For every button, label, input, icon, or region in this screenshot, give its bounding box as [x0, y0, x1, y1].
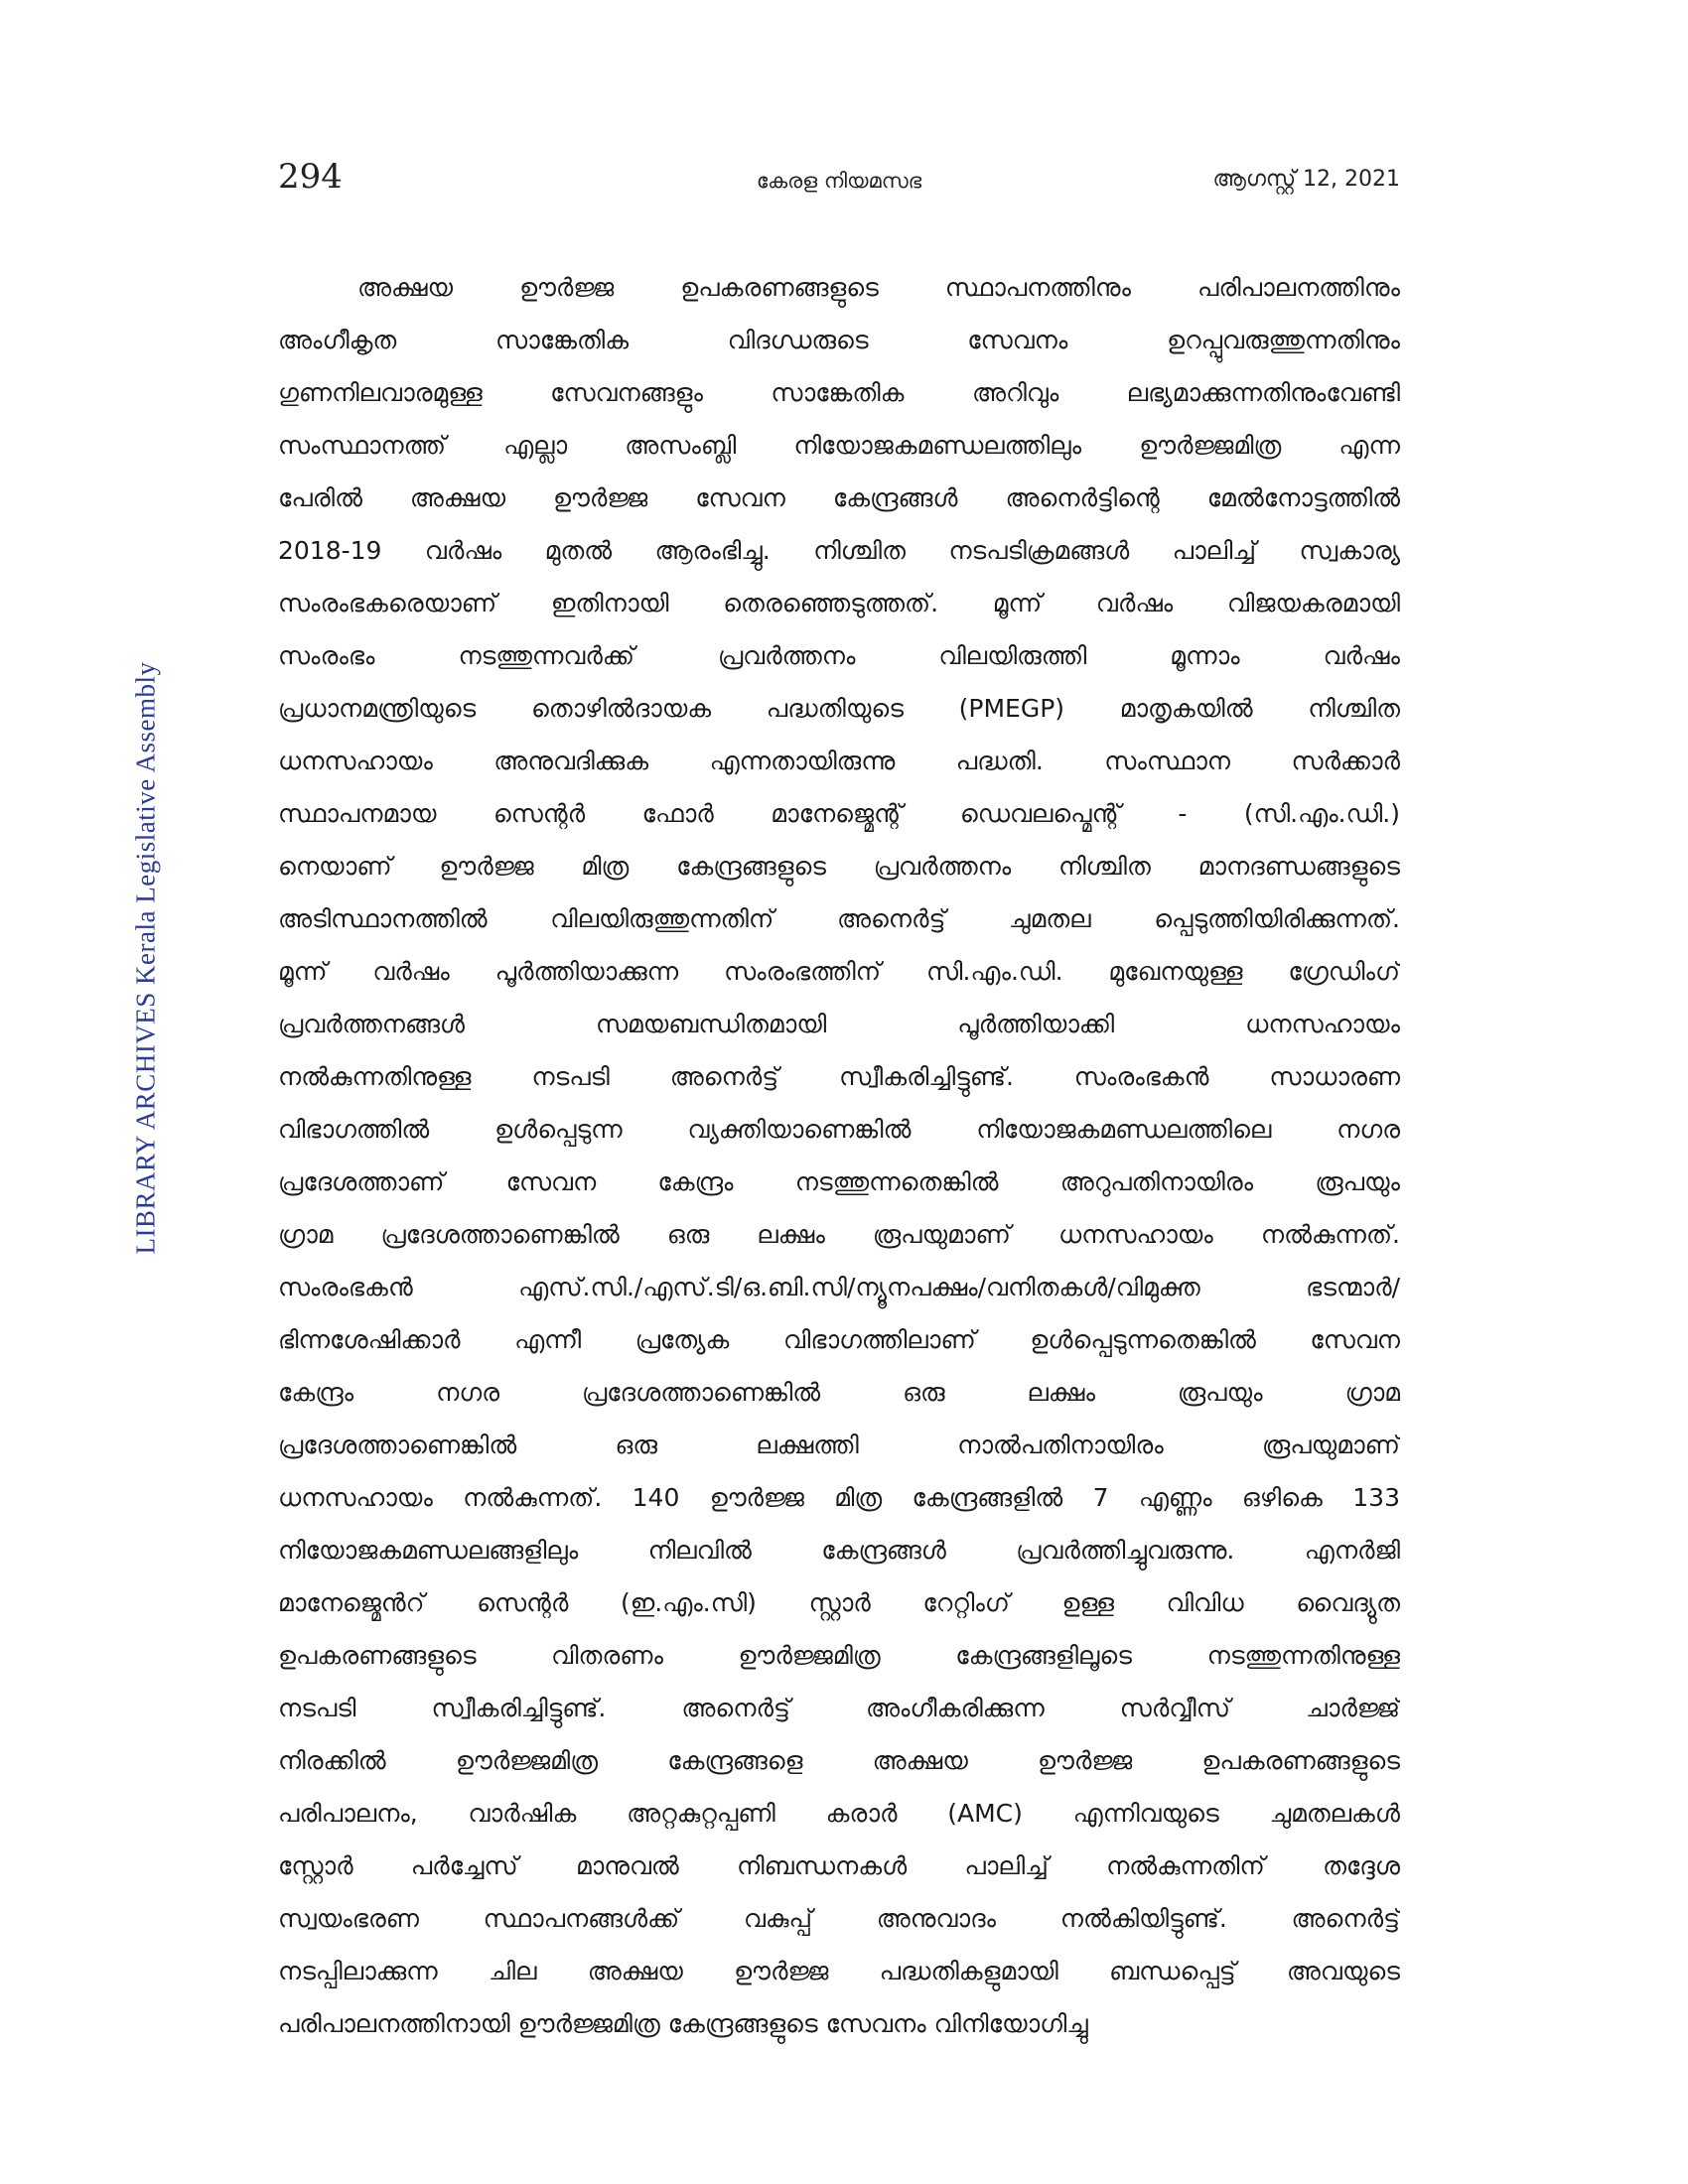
text-line: സ്വയംഭരണ സ്ഥാപനങ്ങൾക്ക് വകുപ്പ് അനുവാദം നൽകിയിട്ടുണ്ട്. അനെർട്ട്	[278, 1904, 1400, 1933]
text-line: അടിസ്ഥാനത്തിൽ വിലയിരുത്തുന്നതിന് അനെർട്ട് ചുമതല പ്പെടുത്തിയിരിക്കുന്നത്.	[278, 904, 1400, 933]
text-line: സ്ഥാപനമായ സെന്റർ ഫോർ മാനേജ്മെന്റ് ഡെവലപ്മെന്റ് - (സി.എം.ഡി.)	[278, 799, 1400, 828]
text-line: നിയോജകമണ്ഡലങ്ങളിലും നിലവിൽ കേന്ദ്രങ്ങൾ പ്രവർത്തിച്ചുവരുന്നു. എനർജി	[278, 1536, 1400, 1565]
text-line: അക്ഷയ ഊർജ്ജ ഉപകരണങ്ങളുടെ സ്ഥാപനത്തിനും പരിപാലനത്തിനും	[357, 273, 1400, 302]
text-line: പ്രധാനമന്ത്രിയുടെ തൊഴിൽദായക പദ്ധതിയുടെ (PMEGP) മാതൃകയിൽ നിശ്ചിത	[278, 694, 1400, 723]
archive-watermark: LIBRARY ARCHIVES Kerala Legislative Assembly	[130, 661, 161, 1255]
text-line: ഉപകരണങ്ങളുടെ വിതരണം ഊർജ്ജമിത്ര കേന്ദ്രങ്ങളിലൂടെ നടത്തുന്നതിനുള്ള	[278, 1641, 1400, 1670]
text-line: കേന്ദ്രം നഗര പ്രദേശത്താണെങ്കിൽ ഒരു ലക്ഷം രൂപയും ഗ്രാമ	[278, 1378, 1400, 1407]
text-line: സംരംഭകരെയാണ് ഇതിനായി തെരഞ്ഞെടുത്തത്. മൂന്ന് വർഷം വിജയകരമായി	[278, 589, 1400, 617]
text-line: നിരക്കിൽ ഊർജ്ജമിത്ര കേന്ദ്രങ്ങളെ അക്ഷയ ഊർജ്ജ ഉപകരണങ്ങളുടെ	[278, 1746, 1400, 1775]
text-line: പ്രദേശത്താണെങ്കിൽ ഒരു ലക്ഷത്തി നാൽപതിനായിരം രൂപയുമാണ്	[278, 1431, 1400, 1459]
text-line: 2018-19 വർഷം മുതൽ ആരംഭിച്ചു. നിശ്ചിത നടപടിക്രമങ്ങൾ പാലിച്ച് സ്വകാര്യ	[278, 536, 1400, 565]
text-line: നടപ്പിലാക്കുന്ന ചില അക്ഷയ ഊർജ്ജ പദ്ധതികളുമായി ബന്ധപ്പെട്ട് അവയുടെ	[278, 1957, 1400, 1985]
text-line: നൽകുന്നതിനുള്ള നടപടി അനെർട്ട് സ്വീകരിച്ചിട്ടുണ്ട്. സംരംഭകൻ സാധാരണ	[278, 1062, 1400, 1091]
text-line: മാനേജ്മെൻറ് സെന്റർ (ഇ.എം.സി) സ്റ്റാർ റേറ്റിംഗ് ഉള്ള വിവിധ വൈദ്യുത	[278, 1588, 1400, 1617]
text-line: നടപടി സ്വീകരിച്ചിട്ടുണ്ട്. അനെർട്ട് അംഗീകരിക്കുന്ന സർവ്വീസ് ചാർജ്ജ്	[278, 1694, 1400, 1722]
text-line: സംരംഭകൻ എസ്.സി./എസ്.ടി/ഒ.ബി.സി/ന്യൂനപക്ഷം/വനിതകൾ/വിമുക്ത ഭടന്മാർ/	[278, 1273, 1400, 1301]
text-line: മൂന്ന് വർഷം പൂർത്തിയാക്കുന്ന സംരംഭത്തിന് സി.എം.ഡി. മുഖേനയുള്ള ഗ്രേഡിംഗ്	[278, 957, 1400, 986]
text-line: ഗുണനിലവാരമുള്ള സേവനങ്ങളും സാങ്കേതിക അറിവും ലഭ്യമാക്കുന്നതിനുംവേണ്ടി	[278, 378, 1400, 407]
text-line: ഭിന്നശേഷിക്കാർ എന്നീ പ്രത്യേക വിഭാഗത്തിലാണ് ഉൾപ്പെടുന്നതെങ്കിൽ സേവന	[278, 1325, 1400, 1354]
text-line: പ്രവർത്തനങ്ങൾ സമയബന്ധിതമായി പൂർത്തിയാക്കി ധനസഹായം	[278, 1010, 1400, 1038]
text-line: പരിപാലനത്തിനായി ഊർജ്ജമിത്ര കേന്ദ്രങ്ങളുടെ സേവനം വിനിയോഗിച്ചു	[278, 2009, 1088, 2038]
header-date: ആഗസ്റ്റ് 12, 2021	[1212, 167, 1400, 192]
body-text	[278, 261, 1400, 2050]
text-line: പ്രദേശത്താണ് സേവന കേന്ദ്രം നടത്തുന്നതെങ്കിൽ അറുപതിനായിരം രൂപയും	[278, 1167, 1400, 1196]
text-line: പേരിൽ അക്ഷയ ഊർജ്ജ സേവന കേന്ദ്രങ്ങൾ അനെർട്ടിന്റെ മേൽനോട്ടത്തിൽ	[278, 483, 1400, 512]
text-line: ധനസഹായം അനുവദിക്കുക എന്നതായിരുന്നു പദ്ധതി. സംസ്ഥാന സർക്കാർ	[278, 747, 1400, 775]
text-line: വിഭാഗത്തിൽ ഉൾപ്പെടുന്ന വ്യക്തിയാണെങ്കിൽ നിയോജകമണ്ഡലത്തിലെ നഗര	[278, 1115, 1400, 1144]
text-line: സംരംഭം നടത്തുന്നവർക്ക് പ്രവർത്തനം വിലയിരുത്തി മൂന്നാം വർഷം	[278, 641, 1400, 670]
text-line: നെയാണ് ഊർജ്ജ മിത്ര കേന്ദ്രങ്ങളുടെ പ്രവർത്തനം നിശ്ചിത മാനദണ്ഡങ്ങളുടെ	[278, 852, 1400, 881]
running-title: കേരള നിയമസഭ	[756, 169, 922, 193]
page-header	[278, 149, 1400, 208]
page-number: 294	[278, 157, 343, 197]
text-line: ഗ്രാമ പ്രദേശത്താണെങ്കിൽ ഒരു ലക്ഷം രൂപയുമാണ് ധനസഹായം നൽകുന്നത്.	[278, 1220, 1400, 1249]
text-line: സ്റ്റോർ പർച്ചേസ് മാനുവൽ നിബന്ധനകൾ പാലിച്ച് നൽകുന്നതിന് തദ്ദേശ	[278, 1851, 1400, 1880]
text-line: ധനസഹായം നൽകുന്നത്. 140 ഊർജ്ജ മിത്ര കേന്ദ്രങ്ങളിൽ 7 എണ്ണം ഒഴികെ 133	[278, 1483, 1400, 1512]
text-line: പരിപാലനം, വാർഷിക അറ്റകുറ്റപ്പണി കരാർ (AMC) എന്നിവയുടെ ചുമതലകൾ	[278, 1799, 1400, 1828]
text-line: അംഗീകൃത സാങ്കേതിക വിദഗ്ധരുടെ സേവനം ഉറപ്പുവരുത്തുന്നതിനും	[278, 326, 1400, 354]
text-line: സംസ്ഥാനത്ത് എല്ലാ അസംബ്ലി നിയോജകമണ്ഡലത്തിലും ഊർജ്ജമിത്ര എന്ന	[278, 431, 1400, 460]
